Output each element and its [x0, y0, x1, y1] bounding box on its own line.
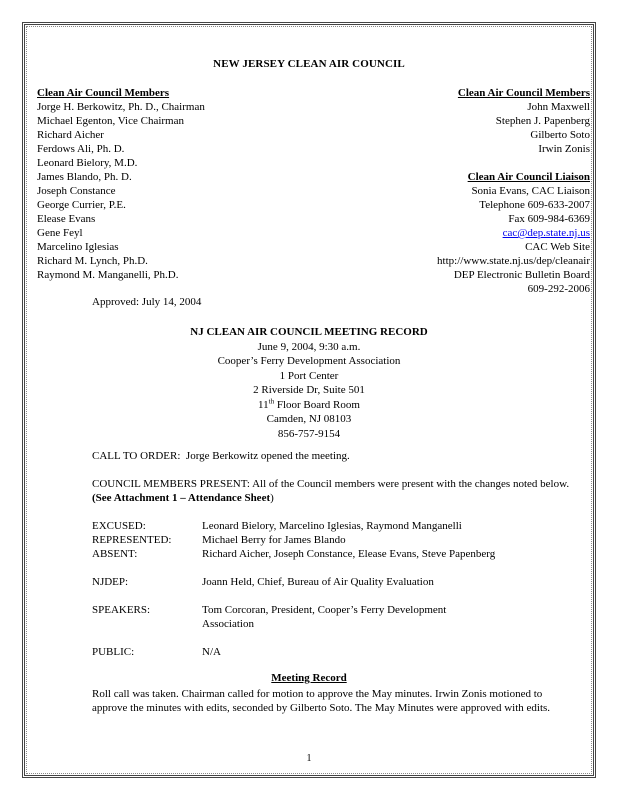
- record-room: 11th Floor Board Room: [258, 396, 360, 411]
- member-name: Jorge H. Berkowitz, Ph. D., Chairman: [37, 101, 205, 113]
- member-name: Joseph Constance: [37, 185, 116, 197]
- record-city: Camden, NJ 08103: [266, 413, 352, 425]
- meeting-record-header: [0, 325, 618, 441]
- members-left-heading: Clean Air Council Members: [37, 87, 170, 99]
- record-address-2: 2 Riverside Dr, Suite 501: [253, 384, 365, 396]
- member-name: Gene Feyl: [37, 227, 83, 239]
- members-present-paragraph: COUNCIL MEMBERS PRESENT: All of the Council members were present with the changes noted below. (See Attachment 1 – Attendance Sheet): [92, 478, 570, 504]
- liaison-heading: Clean Air Council Liaison: [467, 171, 590, 183]
- page-number: 1: [306, 753, 312, 764]
- member-name: Irwin Zonis: [538, 143, 590, 155]
- members-right-heading: Clean Air Council Members: [457, 87, 590, 99]
- record-phone: 856-757-9154: [277, 427, 341, 440]
- bulletin-board-phone: 609-292-2006: [527, 283, 590, 295]
- member-name: Leonard Bielory, M.D.: [37, 157, 138, 169]
- member-name: John Maxwell: [527, 101, 590, 113]
- record-address-1: 1 Port Center: [279, 369, 339, 382]
- member-name: Michael Egenton, Vice Chairman: [37, 115, 184, 127]
- liaison-email-link[interactable]: cac@dep.state.nj.us: [502, 227, 590, 239]
- meeting-record-body: Roll call was taken. Chairman called for motion to approve the May minutes. Irwin Zonis motioned to approve the minutes with edits, seconded by Gilberto Soto. The May Minutes were approved with edits.: [92, 688, 551, 714]
- member-name: Ferdows Ali, Ph. D.: [37, 143, 125, 155]
- member-name: Marcelino Iglesias: [37, 241, 119, 253]
- liaison-fax: Fax 609-984-6369: [508, 213, 590, 225]
- member-name: Elease Evans: [37, 213, 96, 225]
- member-name: James Blando, Ph. D.: [37, 171, 132, 183]
- web-site-label: CAC Web Site: [525, 241, 590, 253]
- record-title: NJ CLEAN AIR COUNCIL MEETING RECORD: [190, 326, 428, 338]
- member-name: Gilberto Soto: [530, 129, 590, 141]
- call-to-order-row: [92, 449, 582, 463]
- liaison-name: Sonia Evans, CAC Liaison: [471, 185, 590, 197]
- member-name: Stephen J. Papenberg: [495, 115, 590, 127]
- liaison-telephone: Telephone 609-633-2007: [479, 199, 590, 211]
- approved-date: Approved: July 14, 2004: [92, 296, 202, 308]
- member-name: Raymond M. Manganelli, Ph.D.: [37, 269, 179, 281]
- meeting-record-title: Meeting Record: [271, 672, 347, 684]
- bulletin-board-label: DEP Electronic Bulletin Board: [453, 269, 590, 281]
- member-name: George Currier, P.E.: [37, 199, 126, 211]
- member-name: Richard Aicher: [37, 129, 104, 141]
- member-name: Richard M. Lynch, Ph.D.: [37, 255, 148, 267]
- record-org: Cooper’s Ferry Development Association: [217, 355, 401, 367]
- web-site-url: http://www.state.nj.us/dep/cleanair: [437, 255, 590, 267]
- call-to-order-text: Jorge Berkowitz opened the meeting.: [185, 450, 350, 462]
- document-title: NEW JERSEY CLEAN AIR COUNCIL: [213, 58, 405, 70]
- record-date: June 9, 2004, 9:30 a.m.: [257, 340, 361, 353]
- members-right-column: [330, 86, 590, 296]
- members-left-column: [37, 86, 337, 282]
- call-to-order-label: CALL TO ORDER:: [92, 450, 181, 462]
